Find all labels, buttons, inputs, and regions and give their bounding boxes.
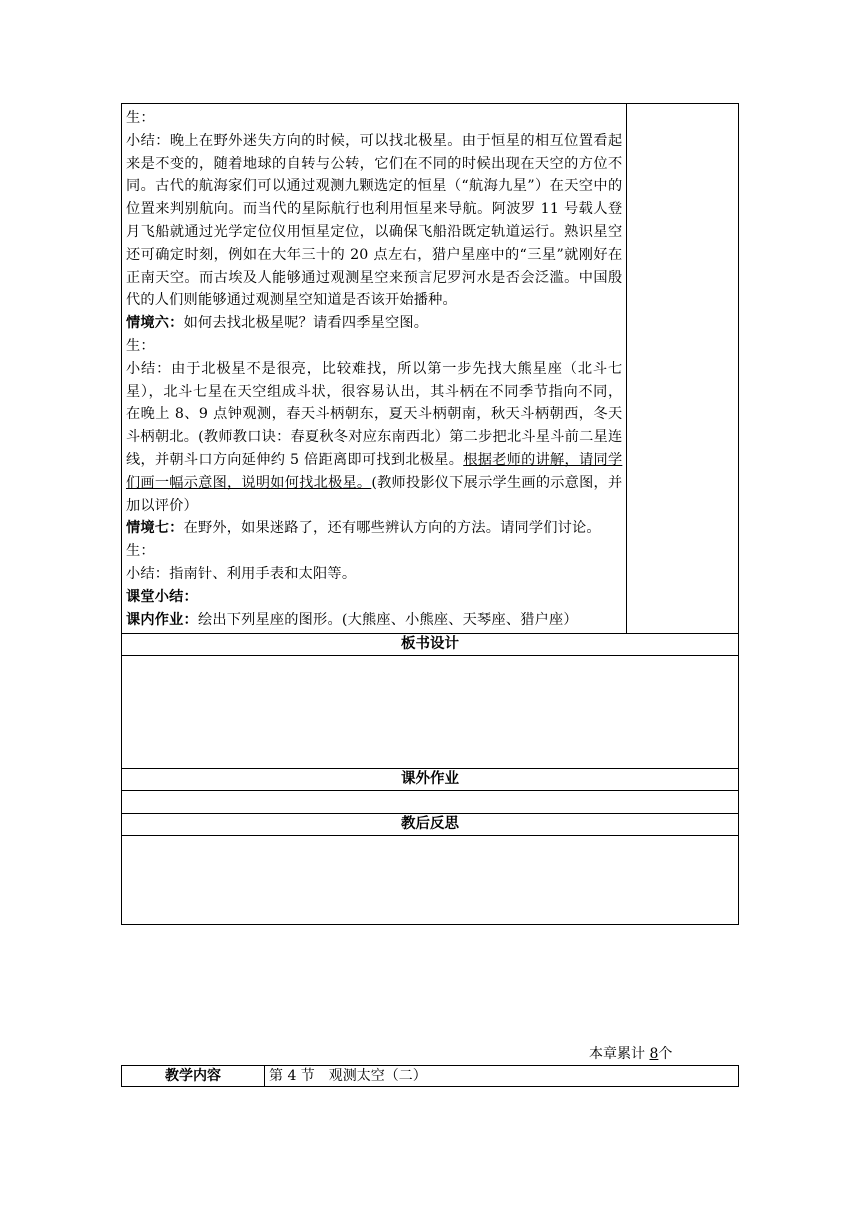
- chapter-count-prefix: 本章累计: [589, 1046, 645, 1062]
- chapter-count-value: 8: [649, 1046, 659, 1062]
- summary-paragraph: 小结：晚上在野外迷失方向的时候，可以找北极星。由于恒星的相互位置看起来是不变的，随着地球的自转与公转，它们在不同的时候出现在天空的方位不同。古代的航海家们可以通过观测九颗选定的恒星（“航海九星”）在天空中的位置来判别航向。而当代的星际航行也利用恒星来导航。阿波罗 11 号载人登月飞船就通过光学定位仪用恒星定位，以确保飞船沿既定轨道运行。熟识星空还可确定时刻，例如在大年三十的 20 点左右，猎户星座中的“三星”就刚好在正南天空。而古埃及人能够通过观测星空来预言尼罗河水是否会泛滥。中国殷代的人们则能够通过观测星空知道是否该开始播种。: [126, 132, 623, 309]
- student-response-line: 生：: [126, 337, 155, 354]
- board-design-header-row: [122, 634, 739, 656]
- homework-heading: 课外作业: [122, 769, 739, 791]
- chapter-count-suffix: 个: [658, 1046, 673, 1062]
- teaching-content-label: 教学内容: [122, 1066, 265, 1087]
- class-summary-heading: 课堂小结：: [126, 588, 198, 605]
- lesson-content-cell: [122, 104, 627, 634]
- board-design-body-row: [122, 656, 739, 769]
- board-design-area: [122, 656, 739, 769]
- scenario-six-text: 如何去找北极星呢？请看四季星空图。: [183, 315, 429, 332]
- reflection-header-row: [122, 814, 739, 836]
- student-response-line: 生：: [126, 110, 155, 126]
- in-class-homework-text: 绘出下列星座的图形。(大熊座、小熊座、天琴座、猎户座）: [197, 611, 578, 628]
- summary-paragraph: [126, 358, 622, 518]
- scenario-seven-label: 情境七：: [126, 520, 184, 537]
- scenario-six-label: 情境六：: [126, 315, 184, 332]
- reflection-body-row: [122, 836, 739, 925]
- teaching-content-row: [122, 1066, 739, 1087]
- lesson-table: [121, 103, 739, 925]
- scenario-seven-text: 在野外，如果迷路了，还有哪些辨认方向的方法。请同学们讨论。: [183, 520, 601, 537]
- reflection-area: [122, 836, 739, 925]
- student-response-line: 生：: [126, 543, 155, 560]
- board-design-heading: 板书设计: [122, 634, 739, 656]
- homework-body-row: [122, 791, 739, 814]
- summary-paragraph: 小结：指南针、利用手表和太阳等。: [126, 565, 357, 582]
- teacher-note: (教师投影仪下展示学生画的示意图，并加以评价）: [126, 474, 623, 514]
- teaching-content-table: [121, 1065, 739, 1087]
- underlined-instruction: 根据老师的讲解，请同学们画一幅示意图，说明如何找北极星。: [126, 451, 623, 491]
- teaching-content-value: 第 4 节 观测太空（二）: [265, 1066, 739, 1087]
- in-class-homework-label: 课内作业：: [126, 611, 198, 628]
- scenario-seven: [126, 517, 622, 540]
- reflection-heading: 教后反思: [122, 814, 739, 836]
- homework-area: [122, 791, 739, 814]
- scenario-six: [126, 312, 622, 335]
- summary-text: 小结：由于北极星不是很亮，比较难找，所以第一步先找大熊星座（北斗七星），北斗七星在天空组成斗状，很容易认出，其斗柄在不同季节指向不同，在晚上 8、9 点钟观测，春天斗柄朝东，夏天斗柄朝南，秋天斗柄朝西，冬天斗柄朝北。(教师教口诀：春夏秋冬对应东南西北）第二步把北斗星斗前二星连线，并朝斗口方向延伸约 5 倍距离即可找到北极星。: [126, 360, 623, 468]
- in-class-homework: [126, 609, 622, 632]
- homework-header-row: [122, 769, 739, 791]
- chapter-count: [589, 1043, 672, 1063]
- notes-column-cell: [627, 104, 739, 634]
- lesson-body-row: [122, 104, 739, 634]
